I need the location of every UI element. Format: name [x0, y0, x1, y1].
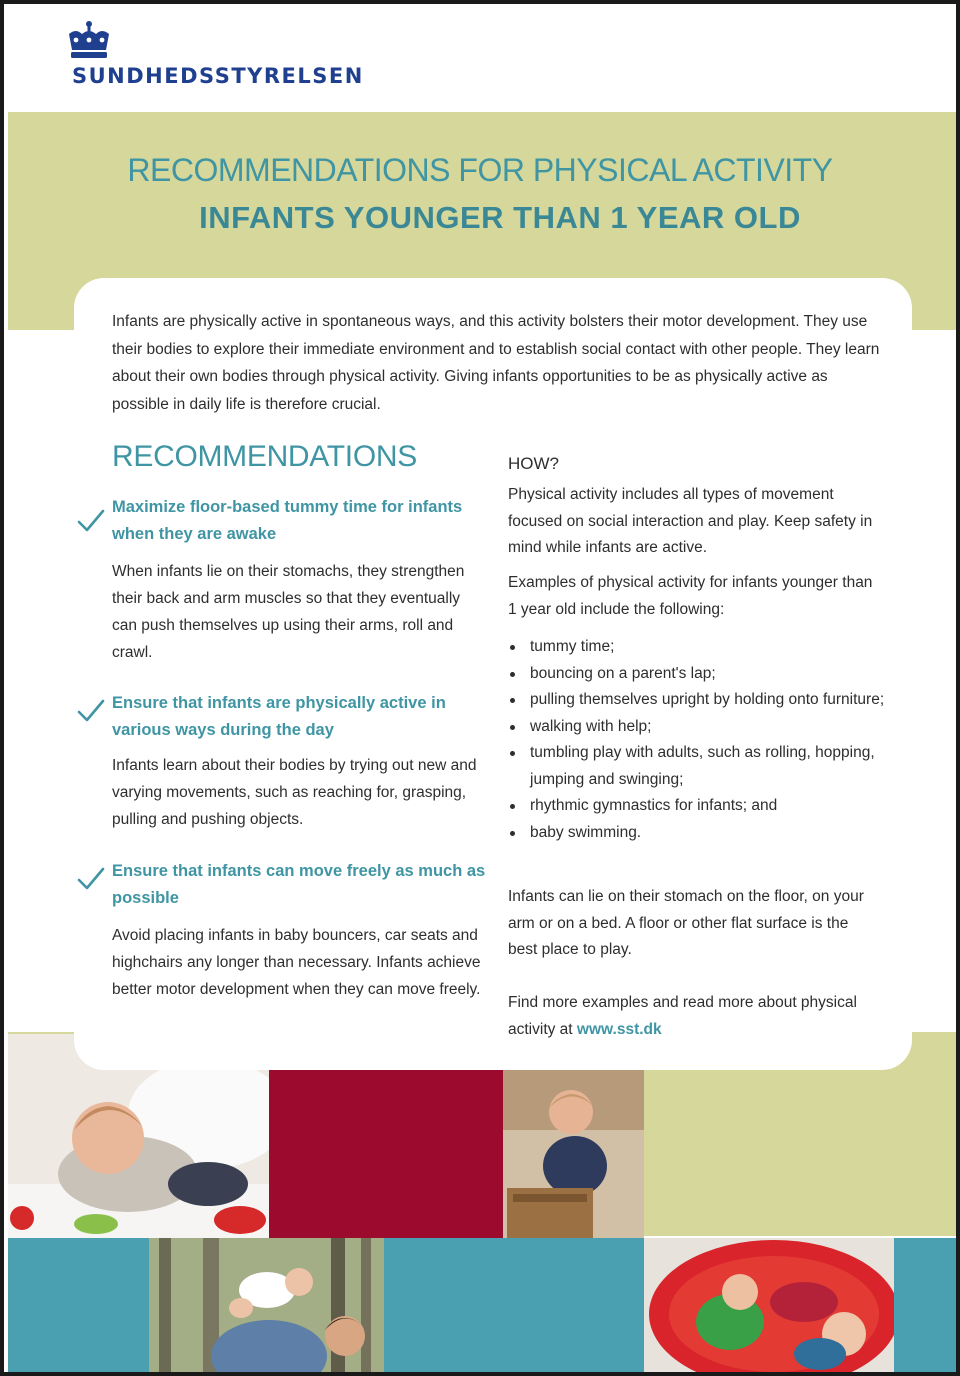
recommendation-item [74, 494, 494, 674]
list-item: walking with help; [508, 714, 888, 741]
recommendations-heading: RECOMMENDATIONS [112, 440, 417, 473]
recommendation-item [74, 858, 494, 1038]
photo-babies-in-red-tub [644, 1238, 894, 1376]
photo-toddler-with-box [503, 1070, 644, 1238]
photo-father-lifting-baby [149, 1238, 384, 1376]
recommendation-title: Ensure that infants are physically active in various ways during the day [112, 694, 446, 739]
activity-examples-list [508, 634, 888, 846]
how-paragraph-4 [508, 990, 878, 1043]
recommendation-body: Infants learn about their bodies by trying out new and varying movements, such as reaching for, grasping, pulling and pushing objects. [112, 757, 477, 828]
list-item: tumbling play with adults, such as rolling, hopping, jumping and swinging; [508, 740, 888, 793]
recommendation-body: When infants lie on their stomachs, they strengthen their back and arm muscles so that they eventually can push themselves up using their arms, roll and crawl. [112, 563, 465, 661]
intro-paragraph: Infants are physically active in spontaneous ways, and this activity bolsters their motor development. They use their bodies to explore their immediate environment and to establish social contact with other people. They learn about their own bodies through physical activity. Giving infants opportunities to be as physically active as possible in daily life is therefore crucial. [112, 313, 880, 413]
list-item: baby swimming. [508, 820, 888, 847]
list-item: pulling themselves upright by holding onto furniture; [508, 687, 888, 714]
how-paragraph-3: Infants can lie on their stomach on the floor, on your arm or on a bed. A floor or other flat surface is the best place to play. [508, 888, 864, 958]
list-item: rhythmic gymnastics for infants; and [508, 793, 888, 820]
recommendation-body: Avoid placing infants in baby bouncers, car seats and highchairs any longer than necessary. Infants achieve better motor development when they can move freely. [112, 927, 481, 998]
checkmark-icon [76, 698, 106, 724]
sst-website-link[interactable]: www.sst.dk [576, 1020, 662, 1038]
recommendation-title: Ensure that infants can move freely as much as possible [112, 862, 486, 907]
recommendation-title: Maximize floor-based tummy time for infants when they are awake [112, 498, 463, 543]
how-paragraph-1: Physical activity includes all types of movement focused on social interaction and play. Keep safety in mind while infants are active. [508, 486, 873, 556]
list-item: tummy time; [508, 634, 888, 661]
page-title: RECOMMENDATIONS FOR PHYSICAL ACTIVITY [127, 152, 833, 188]
list-item: bouncing on a parent's lap; [508, 661, 888, 688]
collage-crimson-block [269, 1070, 503, 1238]
how-heading: HOW? [508, 454, 559, 473]
how-paragraph-2: Examples of physical activity for infants younger than 1 year old include the following: [508, 574, 873, 618]
logo-wordmark: SUNDHEDSSTYRELSEN [72, 64, 364, 88]
recommendation-item [74, 690, 494, 840]
crown-icon [66, 20, 112, 62]
checkmark-icon [76, 508, 106, 534]
more-info-text: Find more examples and read more about physical activity at [508, 994, 857, 1038]
checkmark-icon [76, 866, 106, 892]
page-subtitle: INFANTS YOUNGER THAN 1 YEAR OLD [199, 200, 801, 235]
